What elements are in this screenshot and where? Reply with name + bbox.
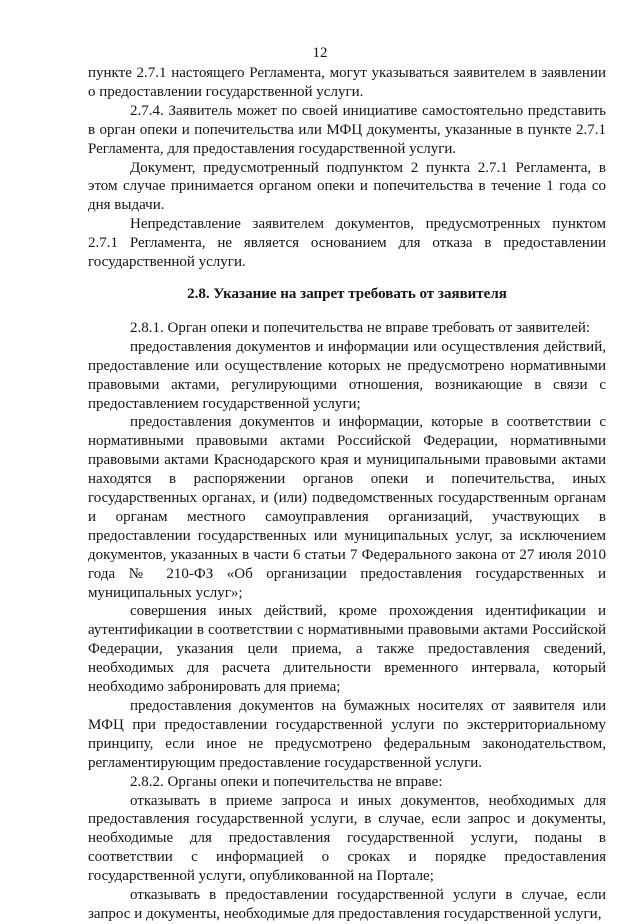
- section-heading-2-8: 2.8. Указание на запрет требовать от заявителя: [187, 285, 507, 302]
- paragraph-2-7-4: 2.7.4. Заявитель может по своей инициативе самостоятельно представить в орган опеки и попечительства или МФЦ документы, указанные в пункте 2.7.1 Регламента, для предоставления государственной услуги.: [88, 102, 606, 157]
- list-item-documents-not-required: предоставления документов и информации или осуществления действий, предоставление или осуществление которых не предусмотрено нормативными правовыми актами, регулирующими отношения, возникающие в связи с предоставлением государственной услуги;: [88, 338, 606, 412]
- list-item-documents-in-possession: предоставления документов и информации, которые в соответствии с нормативными правовыми актами Российской Федерации, нормативными правовыми актами Краснодарского края и муниципальными правовыми актами находятся в распоряжении органов опеки и попечительства, иных государственных органах, и (или) подведомственных государственным органам и органам местного самоуправления организаций, участвующих в предоставлении государственных или муниципальных услуг, за исключением документов, указанных в части 6 статьи 7 Федерального закона от 27 июля 2010 года № 210-ФЗ «Об организации предоставления государственных и муниципальных услуг»;: [88, 414, 606, 601]
- document-body: [88, 64, 606, 924]
- page-number: 12: [312, 45, 328, 61]
- list-item-paper-documents: предоставления документов на бумажных носителях от заявителя или МФЦ при предоставлении государственной услуги по экстерриториальному принципу, если иное не предусмотрено федеральным законодательством, регламентирующим предоставление государственной услуги.: [88, 698, 606, 771]
- paragraph-2-8-2: 2.8.2. Органы опеки и попечительства не вправе:: [130, 773, 443, 790]
- paragraph-document-validity: Документ, предусмотренный подпунктом 2 пункта 2.7.1 Регламента, в этом случае принимается органом опеки и попечительства в течение 1 года со дня выдачи.: [88, 159, 606, 214]
- paragraph-2-8-1: 2.8.1. Орган опеки и попечительства не вправе требовать от заявителей:: [130, 319, 591, 336]
- paragraph-non-submission: Непредставление заявителем документов, предусмотренных пунктом 2.7.1 Регламента, не является основанием для отказа в предоставлении государственной услуги.: [88, 216, 606, 271]
- paragraph-continuation: пункте 2.7.1 настоящего Регламента, могут указываться заявителем в заявлении о предоставлении государственной услуги.: [88, 65, 606, 100]
- list-item-other-actions: совершения иных действий, кроме прохождения идентификации и аутентификации в соответствии с нормативными правовыми актами Российской Федерации, указания цели приема, а также предоставления сведений, необходимых для расчета длительности временного интервала, который необходимо забронировать для приема;: [88, 603, 606, 696]
- list-item-refuse-acceptance: отказывать в приеме запроса и иных документов, необходимых для предоставления государственной услуги, в случае, если запрос и документы, необходимые для предоставления государственной услуги, поданы в соответствии с информацией о сроках и порядке предоставления государственной услуги, опубликованной на Портале;: [88, 792, 606, 885]
- list-item-refuse-provision: отказывать в предоставлении государственной услуги в случае, если запрос и документы, необходимые для предоставления государственной услуги,: [88, 887, 606, 922]
